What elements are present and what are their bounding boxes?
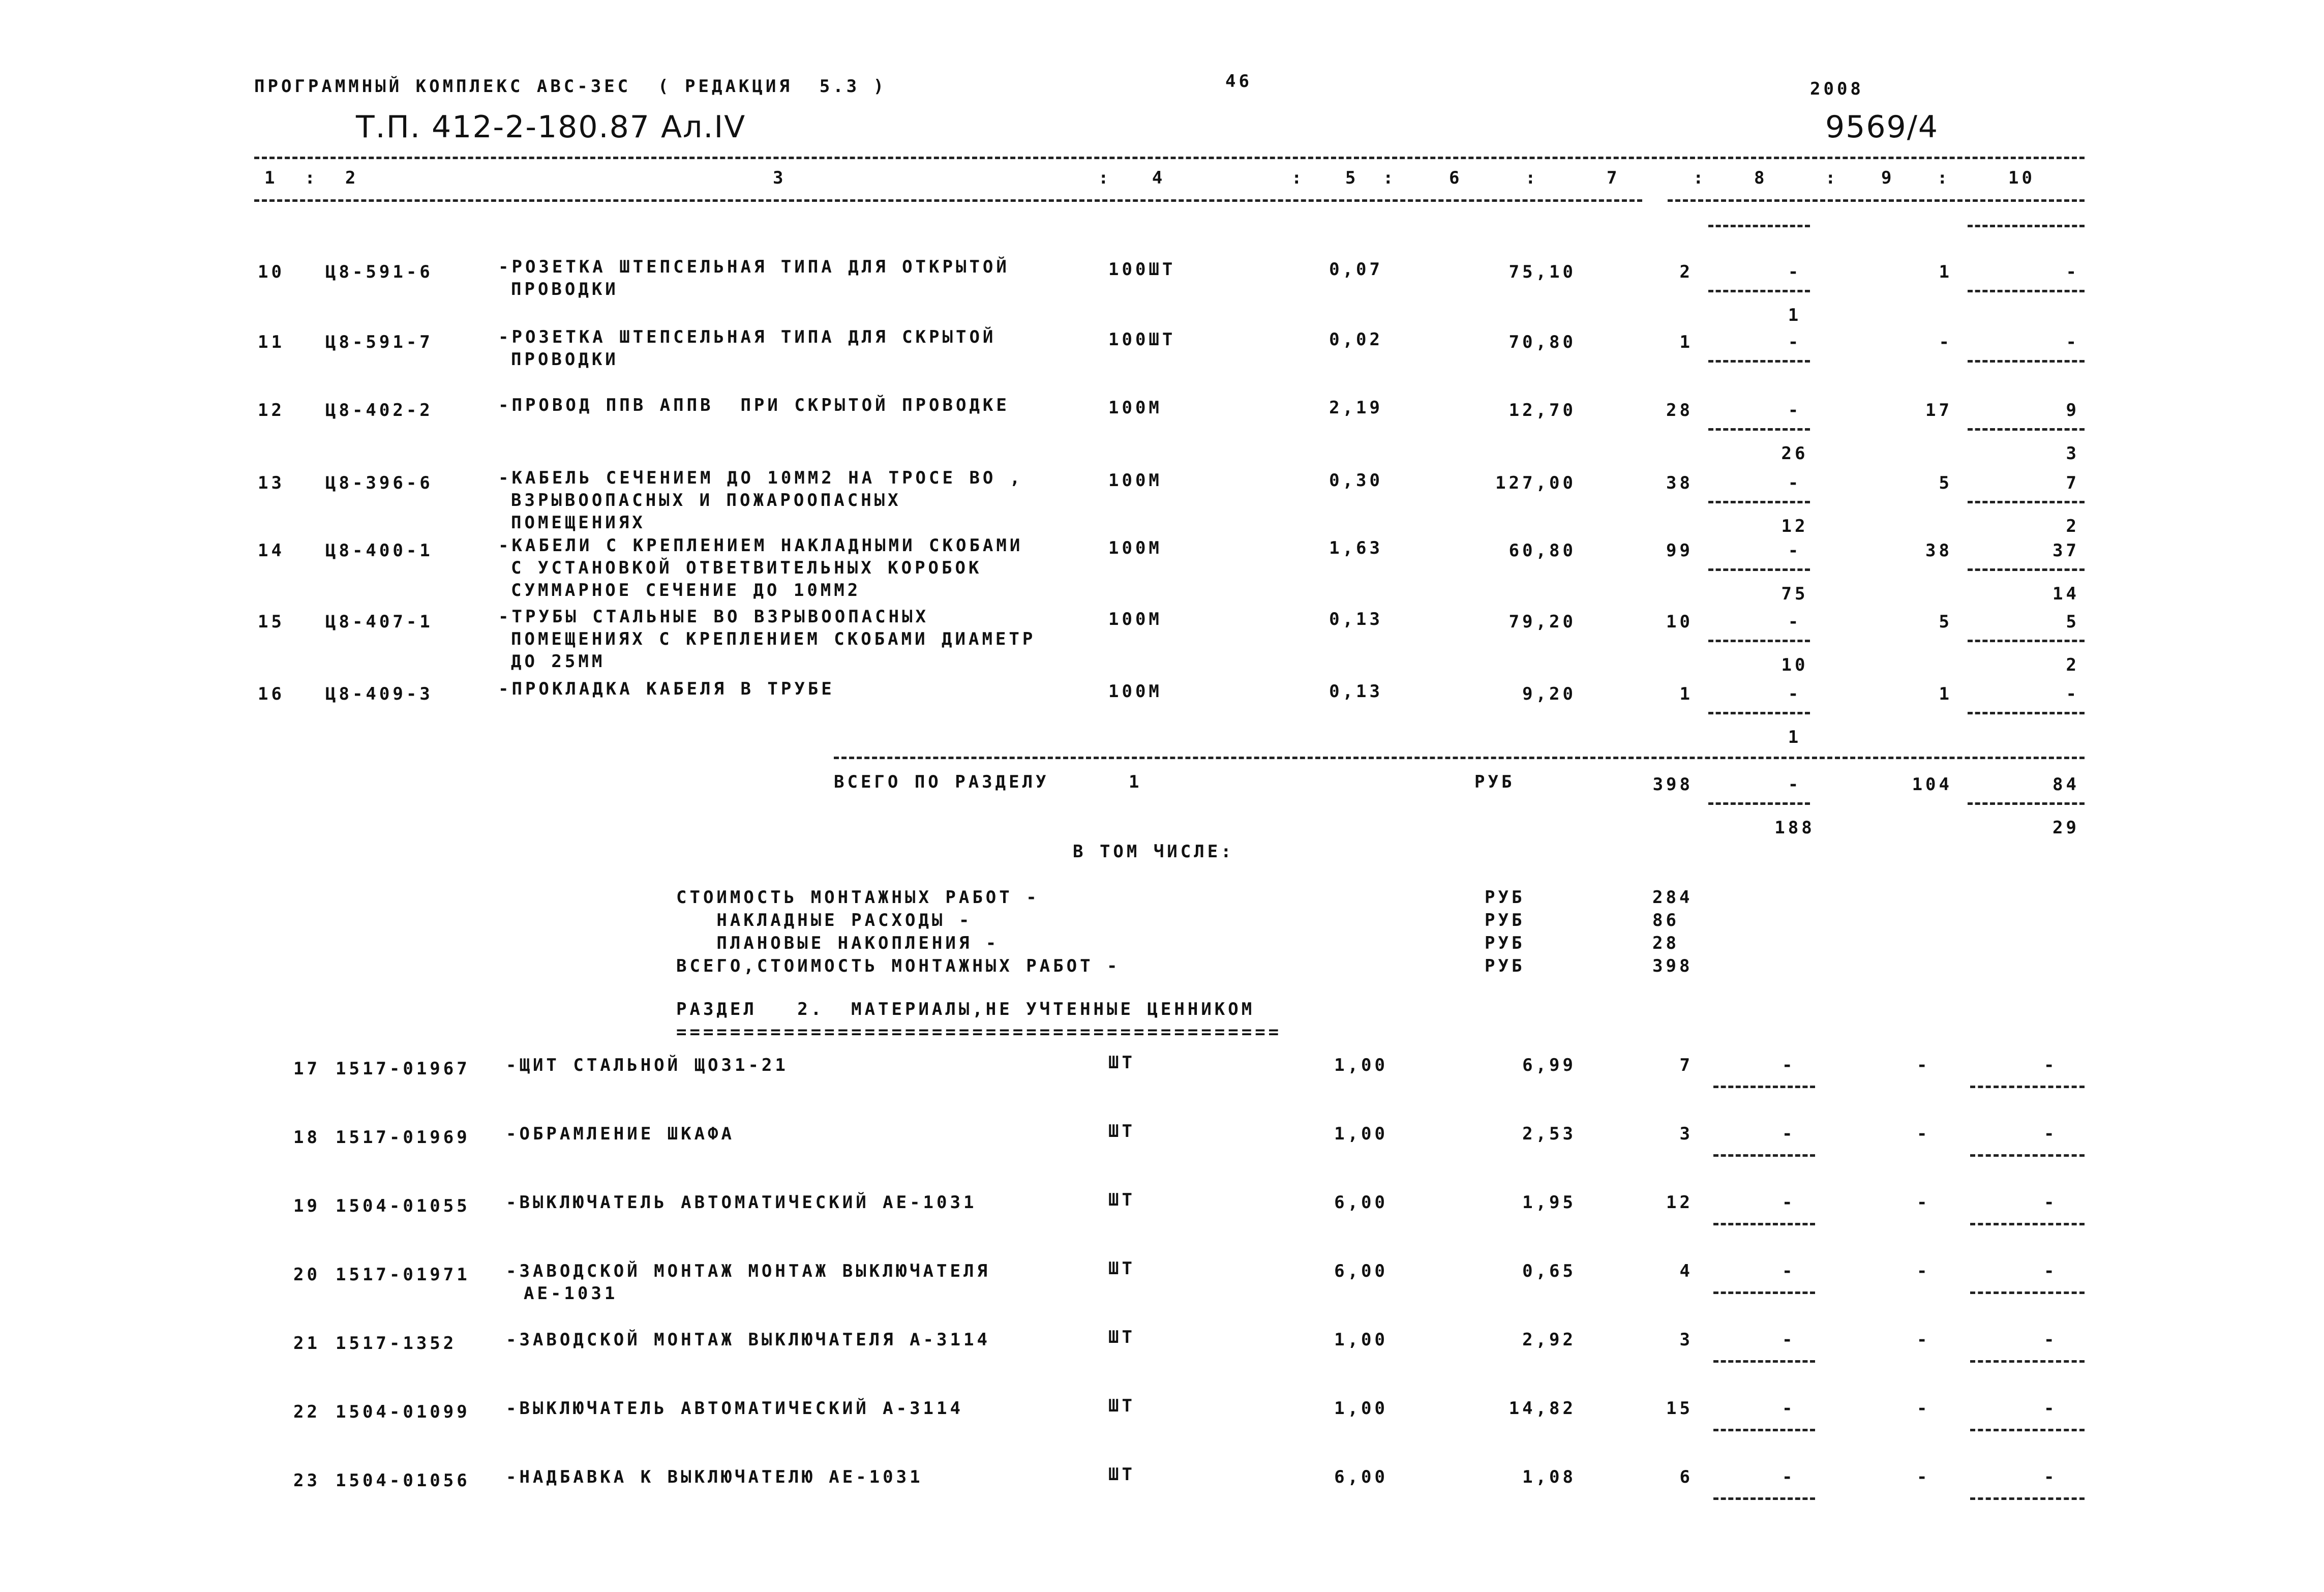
col10-rule — [1968, 428, 2085, 431]
col8-rule — [1708, 225, 1810, 227]
material-price: 6,99 — [1522, 1055, 1576, 1075]
item-col8-top: - — [1788, 332, 1802, 352]
material-description: АЕ-1031 — [524, 1283, 618, 1304]
item-col10-bottom: 2 — [2066, 516, 2079, 536]
material-col7: 12 — [1666, 1192, 1693, 1213]
item-col10-bottom: 2 — [2066, 655, 2079, 675]
section-2-underline: ============================================= — [676, 1022, 1282, 1042]
column-header-7: : — [1525, 168, 1539, 188]
material-col9-dash: - — [1917, 1124, 1930, 1144]
item-col7: 99 — [1666, 540, 1693, 561]
item-col7: 1 — [1679, 684, 1693, 704]
column-header-11: : — [1825, 168, 1839, 188]
material-quantity: 6,00 — [1334, 1192, 1388, 1213]
item-number: 10 — [258, 262, 285, 282]
material-unit: ШТ — [1108, 1396, 1135, 1416]
material-col8-dash: - — [1782, 1055, 1796, 1075]
item-quantity: 0,02 — [1329, 329, 1383, 350]
material-col9-dash: - — [1917, 1192, 1930, 1213]
item-col8-bottom: 1 — [1788, 727, 1802, 747]
item-number: 11 — [258, 332, 285, 352]
including-unit: РУБ — [1485, 887, 1525, 908]
col8-rule — [1708, 360, 1810, 363]
material-unit: ШТ — [1108, 1258, 1135, 1279]
material-col7: 4 — [1679, 1261, 1693, 1281]
item-description: ПОМЕЩЕНИЯХ С КРЕПЛЕНИЕМ СКОБАМИ ДИАМЕТР — [511, 629, 1036, 649]
material-unit: ШТ — [1108, 1327, 1135, 1347]
column-header-12: 9 — [1881, 168, 1895, 188]
item-price: 127,00 — [1495, 473, 1576, 493]
item-col9: 38 — [1925, 540, 1952, 561]
item-col8-bottom: 75 — [1781, 584, 1808, 604]
material-unit: ШТ — [1108, 1190, 1135, 1210]
material-description: -ОБРАМЛЕНИЕ ШКАФА — [506, 1124, 735, 1144]
material-quantity: 1,00 — [1334, 1055, 1388, 1075]
including-title: В ТОМ ЧИСЛЕ: — [1073, 842, 1234, 862]
item-col9: 5 — [1939, 473, 1952, 493]
material-col10-dash: - — [2044, 1398, 2058, 1419]
material-quantity: 6,00 — [1334, 1467, 1388, 1487]
material-number: 22 — [293, 1402, 320, 1422]
item-quantity: 0,30 — [1329, 470, 1383, 491]
item-description: -ПРОКЛАДКА КАБЕЛЯ В ТРУБЕ — [498, 679, 835, 699]
including-value: 398 — [1652, 956, 1693, 976]
item-col8-top: - — [1788, 684, 1802, 704]
col10-rule — [1968, 225, 2085, 227]
item-col8-top: - — [1788, 612, 1802, 632]
item-description: -КАБЕЛЬ СЕЧЕНИЕМ ДО 10ММ2 НА ТРОСЕ ВО , — [498, 468, 1023, 488]
material-col9-dash: - — [1917, 1467, 1930, 1487]
material-col10-dash: - — [2044, 1055, 2058, 1075]
total-col7: 398 — [1652, 774, 1693, 795]
total-col8-bottom: 188 — [1774, 818, 1815, 838]
item-number: 13 — [258, 473, 285, 493]
total-col8-top: - — [1788, 774, 1802, 795]
material-code: 1504-01056 — [336, 1470, 470, 1491]
item-col8-top: - — [1788, 540, 1802, 561]
item-code: Ц8-407-1 — [325, 612, 433, 632]
material-col9-dash: - — [1917, 1330, 1930, 1350]
material-col7: 3 — [1679, 1124, 1693, 1144]
material-col8-dash: - — [1782, 1398, 1796, 1419]
item-col8-top: - — [1788, 400, 1802, 420]
col8-rule — [1708, 290, 1810, 292]
item-description: ПРОВОДКИ — [511, 279, 619, 299]
material-code: 1517-01969 — [336, 1127, 470, 1148]
item-description: ВЗРЫВООПАСНЫХ И ПОЖАРООПАСНЫХ — [511, 490, 901, 510]
material-code: 1517-01971 — [336, 1265, 470, 1285]
col10-rule — [1970, 1360, 2085, 1363]
item-description: ПОМЕЩЕНИЯХ — [511, 513, 646, 533]
item-quantity: 0,07 — [1329, 259, 1383, 280]
col10-rule — [1970, 1154, 2085, 1157]
including-value: 28 — [1652, 933, 1679, 953]
total-rule — [834, 757, 2085, 759]
material-price: 1,95 — [1522, 1192, 1576, 1213]
material-price: 2,53 — [1522, 1124, 1576, 1144]
item-description: -ПРОВОД ППВ АППВ ПРИ СКРЫТОЙ ПРОВОДКЕ — [498, 395, 1010, 415]
material-number: 19 — [293, 1196, 320, 1216]
including-label: ПЛАНОВЫЕ НАКОПЛЕНИЯ - — [676, 933, 1000, 953]
page-number: 46 — [1225, 71, 1252, 92]
col10-rule — [1968, 360, 2085, 363]
program-header: ПРОГРАММНЫЙ КОМПЛЕКС АВС-3ЕС ( РЕДАКЦИЯ 5.3 ) — [254, 76, 887, 97]
item-col10-top: 7 — [2066, 473, 2079, 493]
including-label: СТОИМОСТЬ МОНТАЖНЫХ РАБОТ - — [676, 887, 1040, 908]
item-number: 14 — [258, 540, 285, 561]
item-quantity: 0,13 — [1329, 681, 1383, 702]
material-number: 18 — [293, 1127, 320, 1148]
material-unit: ШТ — [1108, 1464, 1135, 1485]
material-code: 1517-01967 — [336, 1059, 470, 1079]
material-description: -ЗАВОДСКОЙ МОНТАЖ МОНТАЖ ВЫКЛЮЧАТЕЛЯ — [506, 1261, 990, 1281]
item-quantity: 2,19 — [1329, 398, 1383, 418]
column-header-1: 1 : 2 — [264, 168, 359, 188]
col8-rule — [1708, 428, 1810, 431]
total-col10-bottom: 29 — [2053, 818, 2079, 838]
col8-rule — [1708, 712, 1810, 714]
header-rule-bottom-right — [1668, 199, 2085, 202]
item-quantity: 1,63 — [1329, 538, 1383, 558]
item-code: Ц8-409-3 — [325, 684, 433, 704]
item-col10-top: - — [2066, 262, 2079, 282]
item-col8-bottom: 10 — [1781, 655, 1808, 675]
material-quantity: 6,00 — [1334, 1261, 1388, 1281]
item-price: 12,70 — [1508, 400, 1576, 420]
including-unit: РУБ — [1485, 956, 1525, 976]
item-col10-top: 5 — [2066, 612, 2079, 632]
item-col8-bottom: 12 — [1781, 516, 1808, 536]
material-col8-dash: - — [1782, 1330, 1796, 1350]
material-col10-dash: - — [2044, 1330, 2058, 1350]
item-code: Ц8-400-1 — [325, 540, 433, 561]
item-unit: 100ШТ — [1108, 329, 1176, 350]
total-unit: РУБ — [1474, 772, 1515, 792]
item-col8-bottom: 1 — [1788, 305, 1802, 325]
material-col10-dash: - — [2044, 1261, 2058, 1281]
material-description: -ЩИТ СТАЛЬНОЙ ЩО31-21 — [506, 1055, 789, 1075]
item-quantity: 0,13 — [1329, 609, 1383, 629]
item-price: 79,20 — [1508, 612, 1576, 632]
material-col8-dash: - — [1782, 1261, 1796, 1281]
including-value: 284 — [1652, 887, 1693, 908]
item-code: Ц8-402-2 — [325, 400, 433, 420]
material-quantity: 1,00 — [1334, 1330, 1388, 1350]
total-col10-top: 84 — [2053, 774, 2079, 795]
col10-rule — [1970, 1497, 2085, 1500]
col10-rule — [1970, 1086, 2085, 1088]
col10-rule — [1970, 1429, 2085, 1431]
total-count: 1 — [1129, 772, 1142, 792]
item-description: -РОЗЕТКА ШТЕПСЕЛЬНАЯ ТИПА ДЛЯ ОТКРЫТОЙ — [498, 257, 1010, 277]
material-col9-dash: - — [1917, 1261, 1930, 1281]
item-col8-bottom: 26 — [1781, 443, 1808, 464]
document-number: 9569/4 — [1825, 109, 1939, 145]
project-code: Т.П. 412-2-180.87 Ал.IV — [356, 109, 746, 145]
col8-rule — [1713, 1497, 1815, 1500]
column-header-6: 6 — [1449, 168, 1463, 188]
item-description: -КАБЕЛИ С КРЕПЛЕНИЕМ НАКЛАДНЫМИ СКОБАМИ — [498, 535, 1023, 556]
column-header-2: 3 — [773, 168, 787, 188]
item-description: -РОЗЕТКА ШТЕПСЕЛЬНАЯ ТИПА ДЛЯ СКРЫТОЙ — [498, 327, 997, 347]
item-number: 12 — [258, 400, 285, 420]
col10-rule — [1968, 568, 2085, 571]
including-label: ВСЕГО,СТОИМОСТЬ МОНТАЖНЫХ РАБОТ - — [676, 956, 1121, 976]
item-col7: 10 — [1666, 612, 1693, 632]
item-price: 9,20 — [1522, 684, 1576, 704]
item-col10-bottom: 14 — [2053, 584, 2079, 604]
column-header-8: 7 — [1607, 168, 1620, 188]
material-col8-dash: - — [1782, 1192, 1796, 1213]
material-col8-dash: - — [1782, 1124, 1796, 1144]
item-price: 70,80 — [1508, 332, 1576, 352]
item-col10-bottom: 3 — [2066, 443, 2079, 464]
item-col10-top: - — [2066, 684, 2079, 704]
item-unit: 100М — [1108, 609, 1162, 629]
item-code: Ц8-396-6 — [325, 473, 433, 493]
col10-rule — [1968, 501, 2085, 503]
including-value: 86 — [1652, 910, 1679, 930]
col8-rule — [1713, 1223, 1815, 1225]
item-price: 75,10 — [1508, 262, 1576, 282]
material-description: -НАДБАВКА К ВЫКЛЮЧАТЕЛЮ АЕ-1031 — [506, 1467, 923, 1487]
material-price: 1,08 — [1522, 1467, 1576, 1487]
item-col9: 1 — [1939, 684, 1952, 704]
col10-rule — [1968, 640, 2085, 642]
col8-rule — [1713, 1429, 1815, 1431]
material-number: 23 — [293, 1470, 320, 1491]
total-label: ВСЕГО ПО РАЗДЕЛУ — [834, 772, 1049, 792]
item-description: ПРОВОДКИ — [511, 349, 619, 370]
column-header-9: : — [1693, 168, 1707, 188]
material-col10-dash: - — [2044, 1192, 2058, 1213]
item-code: Ц8-591-7 — [325, 332, 433, 352]
item-col8-top: - — [1788, 262, 1802, 282]
item-description: СУММАРНОЕ СЕЧЕНИЕ ДО 10ММ2 — [511, 580, 861, 600]
item-price: 60,80 — [1508, 540, 1576, 561]
item-col8-top: - — [1788, 473, 1802, 493]
material-col7: 6 — [1679, 1467, 1693, 1487]
header-rule-top — [254, 157, 2085, 159]
col10-rule — [1970, 1291, 2085, 1294]
material-description: -ВЫКЛЮЧАТЕЛЬ АВТОМАТИЧЕСКИЙ А-3114 — [506, 1398, 963, 1419]
material-code: 1517-1352 — [336, 1333, 457, 1354]
item-col10-top: 37 — [2053, 540, 2079, 561]
material-col9-dash: - — [1917, 1055, 1930, 1075]
column-header-10: 8 — [1754, 168, 1768, 188]
column-header-3: : 4 — [1098, 168, 1166, 188]
header-rule-bottom-left — [254, 199, 1642, 202]
total-col9: 104 — [1912, 774, 1952, 795]
material-col9-dash: - — [1917, 1398, 1930, 1419]
section-2-title: РАЗДЕЛ 2. МАТЕРИАЛЫ,НЕ УЧТЕННЫЕ ЦЕННИКОМ — [676, 999, 1255, 1019]
item-col10-top: - — [2066, 332, 2079, 352]
col8-rule — [1713, 1154, 1815, 1157]
item-col9: 17 — [1925, 400, 1952, 420]
item-unit: 100М — [1108, 398, 1162, 418]
item-unit: 100М — [1108, 681, 1162, 702]
col8-rule — [1708, 802, 1810, 805]
item-unit: 100ШТ — [1108, 259, 1176, 280]
year-label: 2008 — [1810, 79, 1864, 99]
material-number: 20 — [293, 1265, 320, 1285]
material-quantity: 1,00 — [1334, 1124, 1388, 1144]
item-code: Ц8-591-6 — [325, 262, 433, 282]
col10-rule — [1968, 290, 2085, 292]
col10-rule — [1968, 802, 2085, 805]
col8-rule — [1708, 640, 1810, 642]
column-header-4: : 5 — [1291, 168, 1359, 188]
material-price: 14,82 — [1508, 1398, 1576, 1419]
col8-rule — [1708, 501, 1810, 503]
col8-rule — [1713, 1291, 1815, 1294]
column-header-13: : — [1937, 168, 1951, 188]
item-col9: 1 — [1939, 262, 1952, 282]
including-label: НАКЛАДНЫЕ РАСХОДЫ - — [676, 910, 973, 930]
material-col10-dash: - — [2044, 1467, 2058, 1487]
item-description: -ТРУБЫ СТАЛЬНЫЕ ВО ВЗРЫВООПАСНЫХ — [498, 607, 929, 627]
material-price: 2,92 — [1522, 1330, 1576, 1350]
including-unit: РУБ — [1485, 910, 1525, 930]
material-description: -ЗАВОДСКОЙ МОНТАЖ ВЫКЛЮЧАТЕЛЯ А-3114 — [506, 1330, 990, 1350]
material-price: 0,65 — [1522, 1261, 1576, 1281]
item-description: С УСТАНОВКОЙ ОТВЕТВИТЕЛЬНЫХ КОРОБОК — [511, 558, 982, 578]
material-col10-dash: - — [2044, 1124, 2058, 1144]
item-number: 15 — [258, 612, 285, 632]
item-number: 16 — [258, 684, 285, 704]
col10-rule — [1968, 712, 2085, 714]
column-header-14: 10 — [2008, 168, 2035, 188]
item-col10-top: 9 — [2066, 400, 2079, 420]
material-quantity: 1,00 — [1334, 1398, 1388, 1419]
material-code: 1504-01099 — [336, 1402, 470, 1422]
item-unit: 100М — [1108, 538, 1162, 558]
item-col7: 2 — [1679, 262, 1693, 282]
item-col9: - — [1939, 332, 1952, 352]
item-description: ДО 25ММ — [511, 651, 606, 672]
col8-rule — [1713, 1086, 1815, 1088]
item-col7: 38 — [1666, 473, 1693, 493]
material-unit: ШТ — [1108, 1121, 1135, 1142]
item-col9: 5 — [1939, 612, 1952, 632]
material-col7: 7 — [1679, 1055, 1693, 1075]
material-col8-dash: - — [1782, 1467, 1796, 1487]
item-col7: 28 — [1666, 400, 1693, 420]
material-code: 1504-01055 — [336, 1196, 470, 1216]
item-col7: 1 — [1679, 332, 1693, 352]
material-number: 21 — [293, 1333, 320, 1354]
material-number: 17 — [293, 1059, 320, 1079]
material-unit: ШТ — [1108, 1053, 1135, 1073]
item-unit: 100М — [1108, 470, 1162, 491]
column-header-5: : — [1383, 168, 1397, 188]
including-unit: РУБ — [1485, 933, 1525, 953]
col8-rule — [1708, 568, 1810, 571]
material-col7: 15 — [1666, 1398, 1693, 1419]
col8-rule — [1713, 1360, 1815, 1363]
material-description: -ВЫКЛЮЧАТЕЛЬ АВТОМАТИЧЕСКИЙ АЕ-1031 — [506, 1192, 977, 1213]
material-col7: 3 — [1679, 1330, 1693, 1350]
col10-rule — [1970, 1223, 2085, 1225]
